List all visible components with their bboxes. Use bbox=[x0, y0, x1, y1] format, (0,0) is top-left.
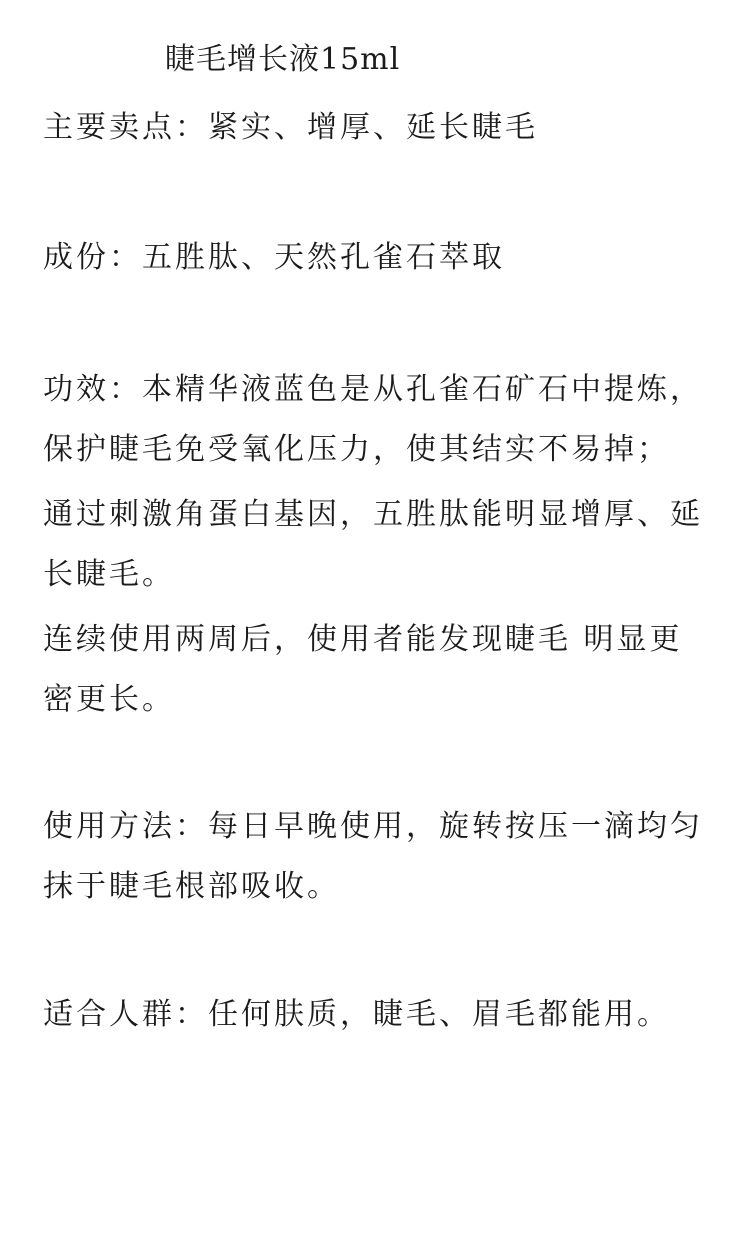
usage-paragraph: 使用方法：每日早晚使用，旋转按压一滴均匀抹于睫毛根部吸收。 bbox=[43, 809, 703, 904]
selling-points-paragraph: 主要卖点：紧实、增厚、延长睫毛 bbox=[43, 110, 538, 145]
effect-paragraph: 功效：本精华液蓝色是从孔雀石矿石中提炼，保护睫毛免受氧化压力，使其结实不易掉； bbox=[43, 372, 703, 467]
continuous-use-paragraph: 连续使用两周后，使用者能发现睫毛 明显更密更长。 bbox=[43, 622, 683, 717]
ingredients-paragraph: 成份：五胜肽、天然孔雀石萃取 bbox=[43, 240, 505, 275]
suitable-for-paragraph: 适合人群：任何肤质，睫毛、眉毛都能用。 bbox=[43, 997, 670, 1032]
product-title: 睫毛增长液15ml bbox=[165, 42, 401, 77]
effect-continued-paragraph: 通过刺激角蛋白基因，五胜肽能明显增厚、延长睫毛。 bbox=[43, 497, 703, 592]
